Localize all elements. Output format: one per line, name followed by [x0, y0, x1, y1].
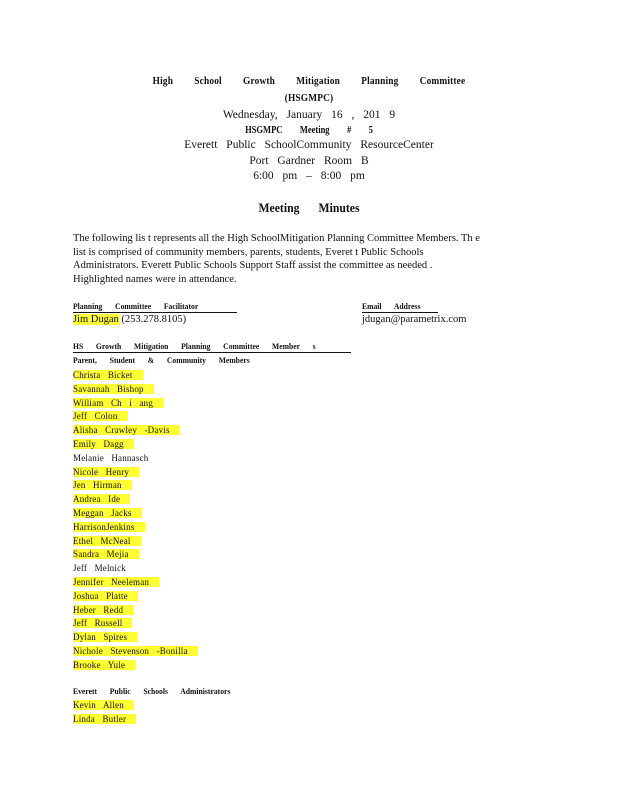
facilitator-name: Jim Dugan [73, 314, 119, 325]
highlighted-name: Dylan Spires [73, 632, 137, 642]
highlighted-name: Joshua Platte [73, 591, 138, 601]
member-name [73, 590, 138, 602]
members-subheading: Parent, Student & Community Members [73, 355, 250, 365]
highlighted-name: HarrisonJenkins [73, 522, 145, 532]
member-name [73, 438, 134, 450]
member-name [73, 548, 139, 560]
member-name [73, 383, 154, 395]
member-name [73, 466, 139, 478]
facilitator-contact [73, 314, 186, 325]
member-name [73, 617, 132, 629]
member-name [73, 659, 135, 671]
member-name [73, 369, 143, 381]
document-title-acronym: (HSGMPC) [284, 92, 334, 104]
section-title: Meeting Minutes [258, 200, 360, 215]
intro-line: The following lis t represents all the High SchoolMitigation Planning Committee Members. Th e [73, 233, 480, 244]
member-name [73, 452, 148, 464]
highlighted-name: Savannah Bishop [73, 384, 154, 394]
meeting-room: Port Gardner Room B [249, 155, 369, 167]
highlighted-name: Alisha Crawley -Davis [73, 425, 180, 435]
facilitator-phone: (253.278.8105) [121, 314, 187, 325]
members-heading: HS Growth Mitigation Planning Committee Member s [73, 341, 316, 351]
highlighted-name: Jeff Colon [73, 411, 128, 421]
highlighted-name: Nicole Henry [73, 467, 139, 477]
member-name [73, 562, 126, 574]
highlighted-name: Andrea Ide [73, 494, 130, 504]
meeting-location: Everett Public SchoolCommunity ResourceCenter [184, 139, 434, 151]
intro-line: Highlighted names were in attendance. [73, 273, 237, 285]
member-name [73, 397, 163, 409]
member-name [73, 645, 198, 657]
member-name [73, 507, 142, 519]
highlighted-name: Jen Hirman [73, 480, 132, 490]
member-name [73, 713, 136, 725]
highlighted-name: Linda Butler [73, 714, 136, 724]
member-name [73, 479, 132, 491]
highlighted-name: Sandra Mejia [73, 549, 139, 559]
highlighted-name: Christa Bicket [73, 370, 143, 380]
facilitator-underline [73, 312, 237, 313]
intro-paragraph [73, 232, 541, 286]
member-name [73, 699, 134, 711]
highlighted-name: Heber Redd [73, 605, 133, 615]
meeting-date: Wednesday, January 16 , 201 9 [222, 109, 396, 121]
document-title: High School Growth Mitigation Planning Committee [152, 75, 466, 87]
plain-name: Melanie Hannasch [73, 452, 149, 463]
facilitator-email: jdugan@parametrix.com [362, 314, 467, 325]
member-name [73, 535, 141, 547]
member-name [73, 576, 159, 588]
member-name [73, 631, 137, 643]
facilitator-label: Planning Committee Facilitator [73, 301, 199, 311]
highlighted-name: Meggan Jacks [73, 508, 142, 518]
plain-name: Jeff Melnick [73, 563, 126, 574]
highlighted-name: Jennifer Neeleman [73, 577, 159, 587]
member-name [73, 604, 133, 616]
highlighted-name: Kevin Allen [73, 700, 134, 710]
meeting-number: HSGMPC Meeting # 5 [245, 125, 373, 136]
members-heading-underline [73, 352, 351, 353]
highlighted-name: Jeff Russell [73, 618, 132, 628]
highlighted-name: Ethel McNeal [73, 536, 141, 546]
highlighted-name: Brooke Yule [73, 660, 135, 670]
member-name [73, 521, 145, 533]
email-underline [362, 312, 438, 313]
intro-line: list is comprised of community members, parents, students, Everet t Public Schools [73, 246, 424, 258]
highlighted-name: Nichole Stevenson -Bonilla [73, 646, 198, 656]
member-name [73, 410, 128, 422]
highlighted-name: William Ch i ang [73, 398, 163, 408]
admins-heading: Everett Public Schools Administrators [73, 686, 231, 696]
meeting-time: 6:00 pm – 8:00 pm [253, 170, 365, 182]
email-label: Email Address [362, 301, 421, 311]
intro-line: Administrators. Everett Public Schools Support Staff assist the committee as needed . [73, 260, 433, 271]
member-name [73, 493, 130, 505]
highlighted-name: Emily Dagg [73, 439, 134, 449]
member-name [73, 424, 180, 436]
